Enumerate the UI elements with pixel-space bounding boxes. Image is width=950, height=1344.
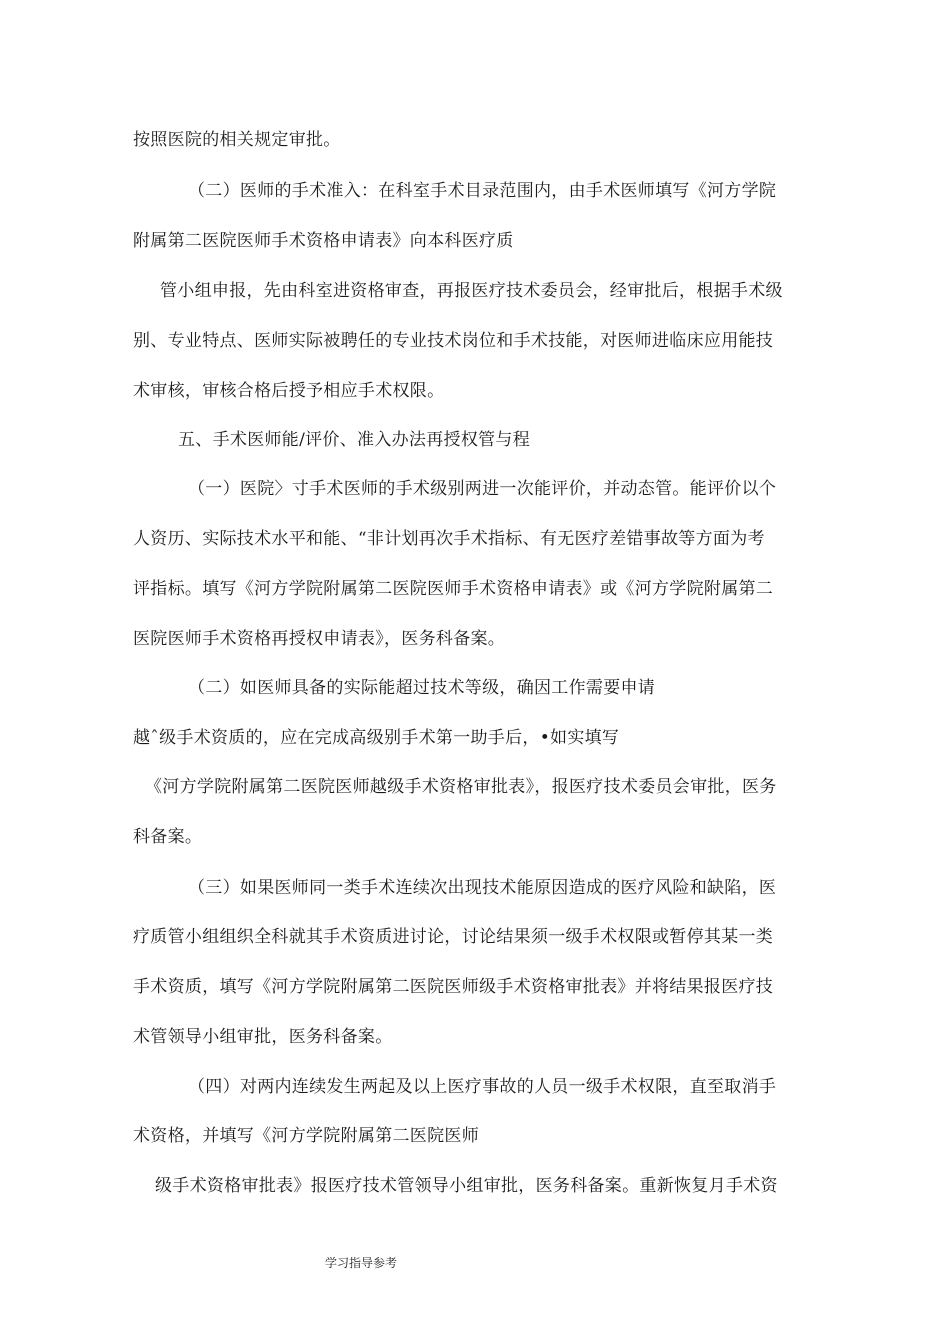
text-line: 手术资质，填写《河方学院附属第二医院医师级手术资格审批表》并将结果报医疗技	[133, 977, 774, 997]
text-line: （一）医院〉寸手术医师的手术级别两进一次能评价，并动态管。能评价以个	[188, 479, 777, 499]
text-line: 别、专业特点、医师实际被聘任的专业技术岗位和手术技能，对医师进临床应用能技	[133, 331, 774, 351]
text-line: 管小组申报，先由科室进资格审查，再报医疗技术委员会，经审批后，根据手术级	[160, 281, 783, 301]
text-line: 医院医师手术资格再授权申请表》，医务科备案。	[133, 629, 506, 649]
text-line: 疗质管小组组织全科就其手术资质进讨论，讨论结果须一级手术权限或暂停其某一类	[133, 927, 774, 947]
text-line: 术资格，并填写《河方学院附属第二医院医师	[133, 1126, 479, 1146]
text-line: （二）医师的手术准入：在科室手术目录范围内，由手术医师填写《河方学院	[188, 181, 777, 201]
text-line: 术管领导小组审批，医务科备案。	[133, 1027, 393, 1047]
text-line: 级手术资格审批表》报医疗技术管领导小组审批，医务科备案。重新恢复月手术资	[155, 1176, 778, 1196]
text-line: 《河方学院附属第二医院医师越级手术资格审批表》，报医疗技术委员会审批，医务	[145, 777, 777, 797]
text-line: 人资历、实际技术水平和能、“非计划再次手术指标、有无医疗差错事故等方面为考	[133, 529, 765, 549]
section-heading: 五、手术医师能/评价、准入办法再授权管与程	[178, 430, 531, 450]
text-line: （四）对两内连续发生两起及以上医疗事故的人员一级手术权限，直至取消手	[188, 1077, 777, 1097]
text-line: 科备案。	[133, 827, 203, 847]
text-line: 附属第二医院医师手术资格申请表》向本科医疗质	[133, 231, 514, 251]
text-line: （二）如医师具备的实际能超过技术等级，确因工作需要申请	[188, 678, 656, 698]
text-line: 术审核，审核合格后授予相应手术权限。	[133, 381, 445, 401]
page-footer: 学习指导参考	[325, 1256, 398, 1270]
text-line: 越ˆ级手术资质的，应在完成高级别手术第一助手后，•如实填写	[133, 728, 620, 748]
text-line: （三）如果医师同一类手术连续次出现技术能原因造成的医疗风险和缺陷，医	[188, 878, 777, 898]
text-line: 按照医院的相关规定审批。	[133, 130, 341, 150]
text-line: 评指标。填写《河方学院附属第二医院医师手术资格申请表》或《河方学院附属第二	[133, 579, 774, 599]
